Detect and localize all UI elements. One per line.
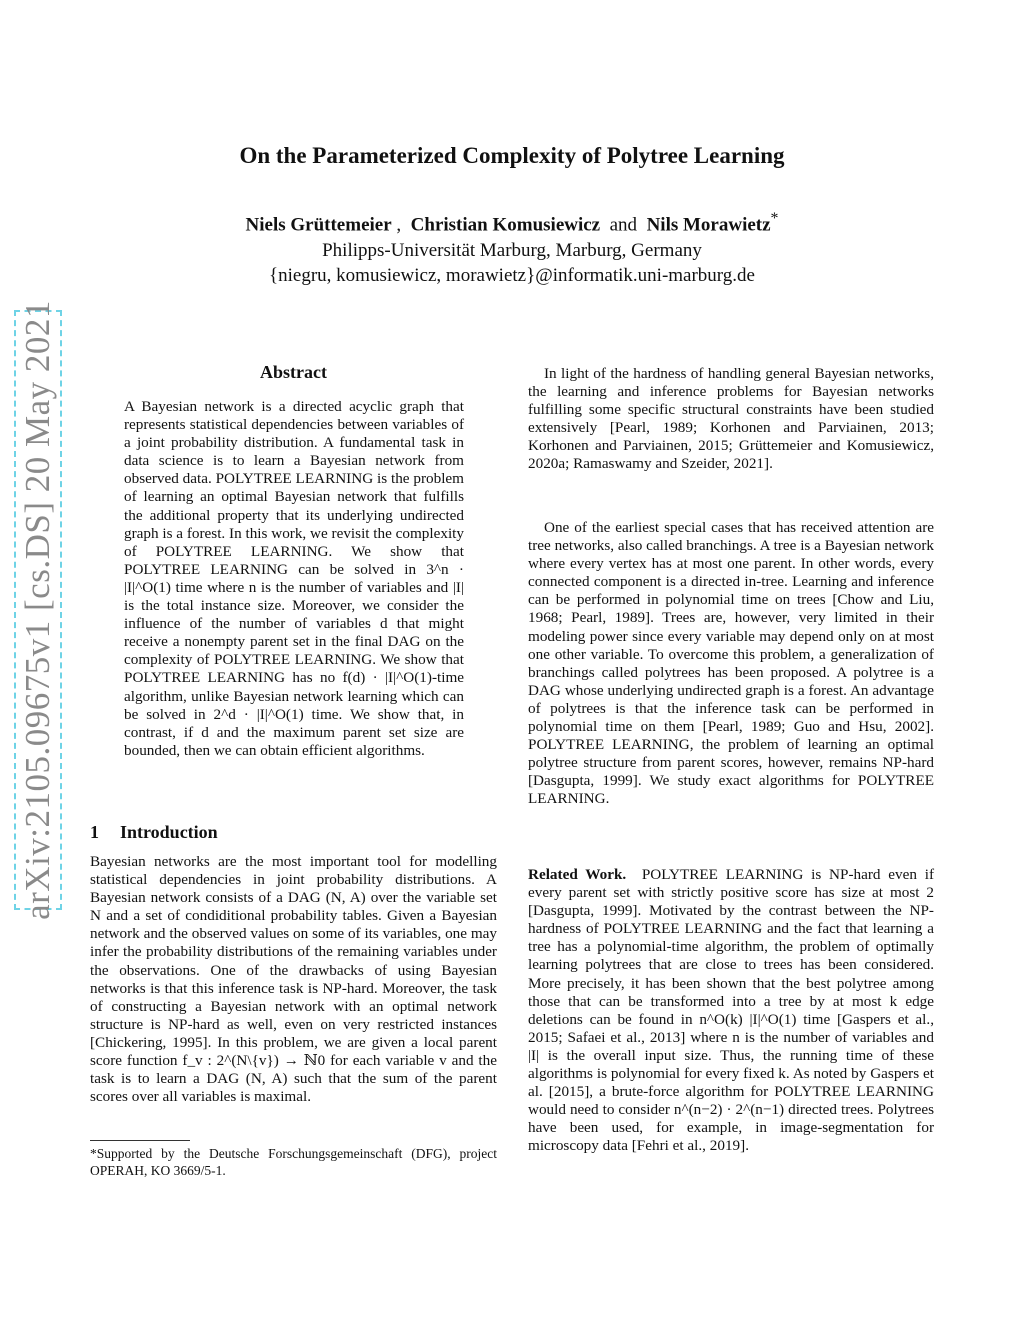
right-column-paragraph-1 [528, 365, 934, 474]
footnote: *Supported by the Deutsche Forschungsgemeinschaft (DFG), project OPERAH, KO 3669/5-1. [90, 1146, 497, 1178]
introduction-body [90, 853, 497, 1106]
author-name: Niels Grüttemeier [245, 214, 392, 236]
footnote-divider [90, 1140, 190, 1141]
related-work-paragraph [528, 866, 934, 1156]
author-emails: {niegru, komusiewicz, morawietz}@informatik.uni-marburg.de [269, 265, 755, 286]
body-paragraph: In light of the hardness of handling general Bayesian networks, the learning and inference problems for Bayesian networks fulfilling some specific structural constraints have been studied extensively [Pearl, 1989; Korhonen and Parviainen, 2013; Korhonen and Parviainen, 2015; Grüttemeier and Komusiewicz, 2020a; Ramaswamy and Szeider, 2021]. [528, 365, 934, 473]
right-column-paragraph-2 [528, 519, 934, 809]
paper-title: On the Parameterized Complexity of Polytree Learning [239, 143, 785, 168]
section-heading [90, 822, 218, 843]
introduction-paragraph: Bayesian networks are the most important tool for modelling statistical dependencies in joint probability distributions. A Bayesian network consists of a DAG (N, A) over the variable set N and a set of condiditional probability tables. Given a Bayesian network and the observed values on some of its variables, one may infer the probability distributions of the remaining variables under the observations. One of the drawbacks of using Bayesian networks is that this inference task is NP-hard. Moreover, the task of constructing a Bayesian network with an optimal network structure is NP-hard as well, even on very restricted instances [Chickering, 1995]. In this problem, we are given a local parent score function f_v : 2^(N\{v}) → ℕ0 for each variable v and the task is to learn a DAG (N, A) such that the sum of the parent scores over all variables is maximal. [90, 853, 497, 1106]
body-paragraph: One of the earliest special cases that has received attention are tree networks, also called branchings. A tree is a Bayesian network where every vertex has at most one parent. In other words, every connected component is a directed in-tree. Learning and inference can be performed in polynomial time on trees [Chow and Liu, 1968; Pearl, 1989]. Trees are, however, very limited in their modeling power since every variable may depend only on at most one other variable. To overcome this problem, a generalization of branchings called polytrees has been proposed. A polytree is a DAG whose underlying undirected graph is a forest. An advantage of polytrees is that the inference task can be performed in polynomial time on them [Pearl, 1989; Guo and Hsu, 2002]. POLYTREE LEARNING, the problem of learning an optimal polytree structure from parent scores, however, remains NP-hard [Dasgupta, 1999]. We study exact algorithms for POLYTREE LEARNING. [528, 519, 934, 808]
author-name: Nils Morawietz [646, 214, 771, 236]
body-paragraph: POLYTREE LEARNING is NP-hard even if every parent set with strictly positive score has size at most 2 [Dasgupta, 1999]. Motivated by the contrast between the NP-hardness of POLYTREE LEARNING and the fact that learning a tree has a polynomial-time algorithm, the problem of optimally learning polytrees that are close to trees has been considered. More precisely, it has been shown that the best polytree among those that can be transformed into a tree by at most k edge deletions can be found in n^O(k) |I|^O(1) time [Gaspers et al., 2015; Safaei et al., 2013] where n is the number of variables and |I| is the overall input size. Thus, the running time of these algorithms is polynomial for every fixed k. As noted by Gaspers et al. [2015], a brute-force algorithm for POLYTREE LEARNING would need to consider n^(n−2) · 2^(n−1) directed trees. Polytrees have been used, for example, in image-segmentation for microscopy data [Fehri et al., 2019]. [528, 866, 935, 1155]
author-name: Christian Komusiewicz [410, 214, 601, 236]
section-title: Introduction [120, 822, 218, 842]
footnote-marker: * [770, 210, 779, 227]
abstract-body [124, 398, 464, 760]
related-work-heading: Related Work. [528, 866, 627, 883]
affiliation: Philipps-Universität Marburg, Marburg, Germany [322, 240, 702, 261]
abstract-text: A Bayesian network is a directed acyclic graph that represents statistical dependencies between variables of a joint probability distribution. A fundamental task in data science is to learn a Bayesian network from observed data. POLYTREE LEARNING is the problem of learning an optimal Bayesian network that fulfills the additional property that its underlying undirected graph is a forest. In this work, we revisit the complexity of POLYTREE LEARNING. We show that POLYTREE LEARNING can be solved in 3^n · |I|^O(1) time where n is the number of variables and |I| is the total instance size. Moreover, we consider the influence of the number of variables d that might receive a nonempty parent set in the final DAG on the complexity of POLYTREE LEARNING. We show that POLYTREE LEARNING has no f(d) · |I|^O(1)-time algorithm, unlike Bayesian network learning which can be solved in 2^d · |I|^O(1) time. We show that, in contrast, if d and the maximum parent set size are bounded, then we can obtain efficient algorithms. [124, 398, 464, 759]
author-conjunction: and [609, 214, 638, 236]
section-number: 1 [90, 822, 99, 842]
arxiv-sidebar-stamp [14, 300, 62, 920]
abstract-heading: Abstract [260, 362, 327, 382]
author-line: Niels Grüttemeier , Christian Komusiewicz and Nils Morawietz* [245, 210, 779, 236]
arxiv-identifier: arXiv:2105.09675v1 [cs.DS] 20 May 2021 [18, 300, 57, 920]
